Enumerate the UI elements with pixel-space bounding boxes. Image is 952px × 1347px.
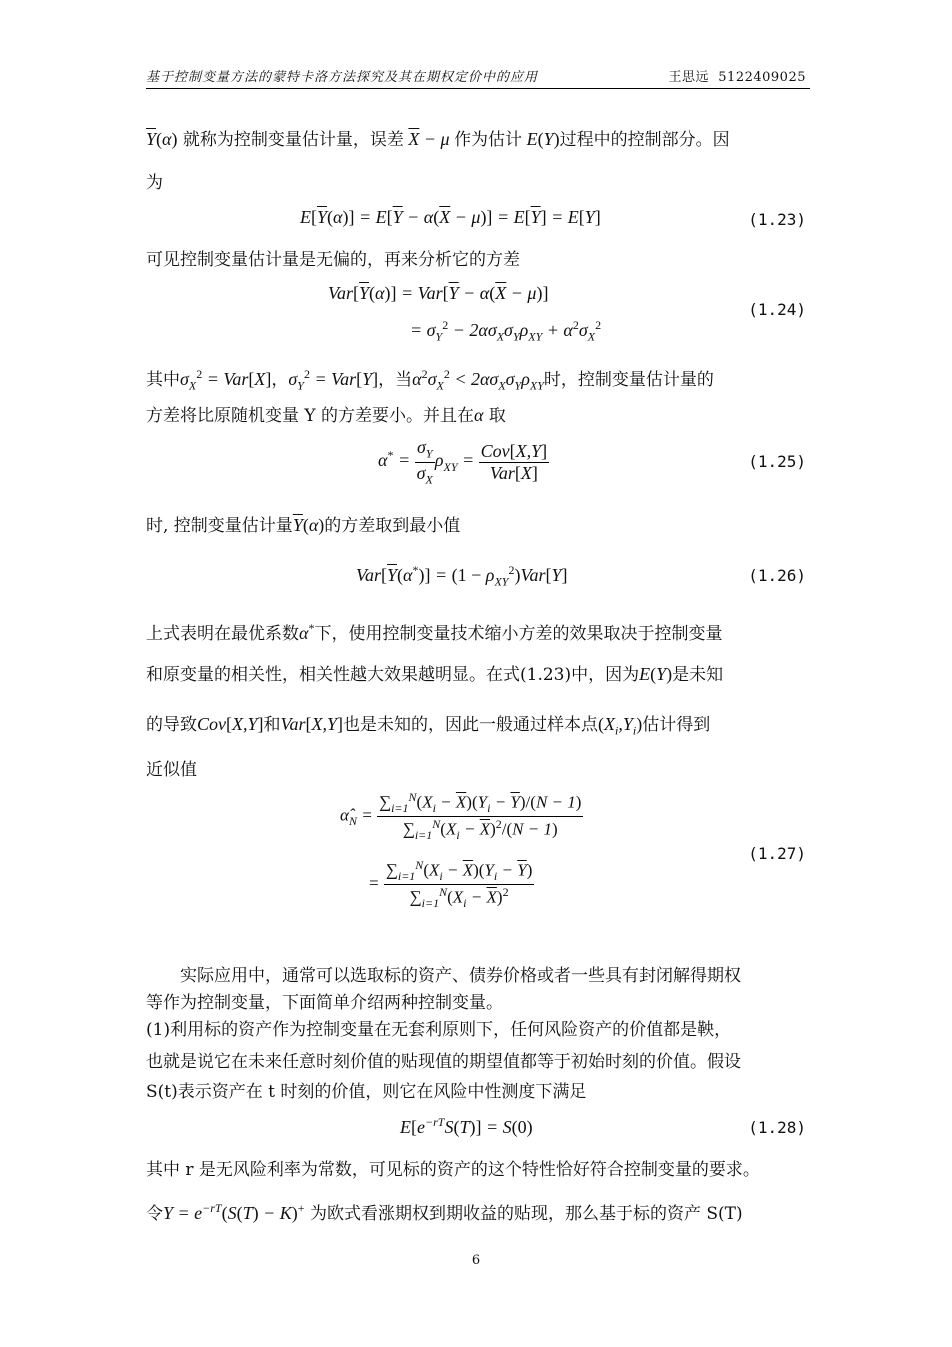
text: 和原变量的相关性，相关性越大效果越明显。在式(1.23)中，因为 [146, 665, 640, 685]
equation-number-1-26: (1.26) [748, 566, 806, 585]
paragraph-3-line-2: 方差将比原随机变量 Y 的方差要小。并且在α 取 [146, 405, 506, 426]
paragraph-5-line-1: 上式表明在最优系数α*下，使用控制变量技术缩小方差的效果取决于控制变量 [146, 621, 723, 644]
text: 和 [263, 715, 281, 735]
paragraph-1-line-2: 为 [146, 173, 163, 193]
equation-1-25: α* = $\frac{\sigma_Y}{\sigma_X}$ $\rho_{XY}$ = $\frac{\text{Cov[X,Y]}}{\text{Var[X]}}$ [378, 437, 548, 487]
text: 作为估计 [454, 130, 523, 150]
text: 是未知 [672, 665, 724, 685]
text: 方差将比原随机变量 Y 的方差要小。并且在 [146, 406, 475, 426]
equation-1-24-line-1: $Var[\overline{Y}(\alpha)] = Var[\overline{Y} - \alpha(\overline{X} - \mu)]$ [328, 283, 549, 303]
text: 时, 控制变量估计量 [146, 516, 293, 536]
paragraph-6-line-2: 等作为控制变量，下面简单介绍两种控制变量。 [146, 993, 503, 1013]
paragraph-5-line-4: 近似值 [146, 760, 197, 780]
equation-1-27-line-1: $\alphâ_N$ = $\frac{\sum_{i=1}^N(X_i - \overline{X})(Y_i - \overline{Y})/(N - 1)}{\sum_{i=1}^N(X_i - \overline{X})^2/(N - 1)}$ [340, 790, 582, 843]
paragraph-2: 可见控制变量估计量是无偏的，再来分析它的方差 [146, 250, 520, 270]
text: 估计得到 [642, 715, 711, 735]
running-header-title: 基于控制变量方法的蒙特卡洛方法探究及其在期权定价中的应用 [146, 70, 539, 85]
text: 就称为控制变量估计量，误差 [182, 130, 404, 150]
text: ，当 [378, 370, 413, 390]
text: 令 [146, 1204, 163, 1224]
text: 也是未知的，因此一般通过样本点 [343, 715, 599, 735]
equation-1-26: $Var[\overline{Y}(\alpha^*)] = (1 - \rho_{XY}^2)Var[Y]$ [356, 563, 568, 589]
paragraph-7-line-2: 也就是说它在未来任意时刻价值的贴现值的期望值都等于初始时刻的价值。假设 [146, 1052, 741, 1072]
equation-1-23: $E[\overline{Y}(\alpha)] = E[\overline{Y} - \alpha(\overline{X} - \mu)] = E[\overline{Y}] = E[Y]$ [300, 207, 601, 227]
paragraph-3-line-1: 其中$\sigma_X^2 = Var[X]$，$\sigma_Y^2 = Var[Y]$，当$\alpha^2\sigma_X^2 < 2\alpha\sigma_X\sigma_Y\rho_{XY}$时，控制变量估计量的 [146, 367, 714, 393]
paragraph-7-line-1: (1)利用标的资产作为控制变量在无套利原则下，任何风险资产的价值都是鞅， [146, 1020, 732, 1040]
text: 下，使用控制变量技术缩小方差的效果取决于控制变量 [314, 624, 723, 644]
equation-1-24-line-2: = $\sigma_Y^2 - 2\alpha\sigma_X\sigma_Y\rho_{XY} + \alpha^2\sigma_X^2$ [410, 318, 602, 344]
author-name: 王思远 [668, 70, 710, 85]
page-number: 6 [471, 1253, 481, 1268]
paragraph-5-line-2: 和原变量的相关性，相关性越大效果越明显。在式(1.23)中，因为E(Y)是未知 [146, 664, 724, 685]
text: 其中 [146, 370, 180, 390]
text: 过程中的控制部分。因 [559, 130, 730, 150]
paragraph-7-line-3: S(t)表示资产在 t 时刻的价值，则它在风险中性测度下满足 [146, 1082, 587, 1102]
equation-number-1-23: (1.23) [748, 210, 806, 229]
header-rule [146, 88, 810, 89]
text: 取 [488, 406, 506, 426]
student-id: 5122409025 [718, 70, 806, 85]
equation-number-1-24: (1.24) [748, 300, 806, 319]
equation-1-28: $E[e^{-rT}S(T)] = S(0)$ [400, 1115, 533, 1137]
paragraph-5-line-3: 的导致Cov[X,Y]和Var[X,Y]也是未知的，因此一般通过样本点$(X_i,Y_i)$估计得到 [146, 714, 711, 738]
paragraph-6-line-1: 实际应用中，通常可以选取标的资产、债券价格或者一些具有封闭解得期权 [180, 966, 741, 986]
text: 为欧式看涨期权到期收益的贴现，那么基于标的资产 S(T) [309, 1204, 743, 1224]
text: 时，控制变量估计量的 [543, 370, 714, 390]
paragraph-4: 时, 控制变量估计量$\overline{Y}(\alpha)$的方差取到最小值 [146, 515, 461, 536]
text: 上式表明在最优系数 [146, 624, 299, 644]
paragraph-1-line-1: $\overline{Y}(\alpha)$ 就称为控制变量估计量，误差 $\overline{X} - \mu$ 作为估计 E(Y)过程中的控制部分。因 [146, 129, 730, 150]
text: 的导致 [146, 715, 197, 735]
equation-number-1-27: (1.27) [748, 844, 806, 863]
equation-number-1-28: (1.28) [748, 1118, 806, 1137]
equation-number-1-25: (1.25) [748, 452, 806, 471]
equation-1-27-line-2: = $\frac{\sum_{i=1}^N(X_i - \overline{X})(Y_i - \overline{Y})}{\sum_{i=1}^N(X_i - \overline{X})^2}$ [368, 858, 533, 911]
running-header-author [669, 66, 807, 85]
text: 的方差取到最小值 [324, 516, 461, 536]
paragraph-8-line-1: 其中 r 是无风险利率为常数，可见标的资产的这个特性恰好符合控制变量的要求。 [146, 1160, 760, 1180]
paragraph-8-line-2: 令$Y = e^{-rT}(S(T) - K)^+$ 为欧式看涨期权到期收益的贴现，那么基于标的资产 S(T) [146, 1201, 743, 1224]
